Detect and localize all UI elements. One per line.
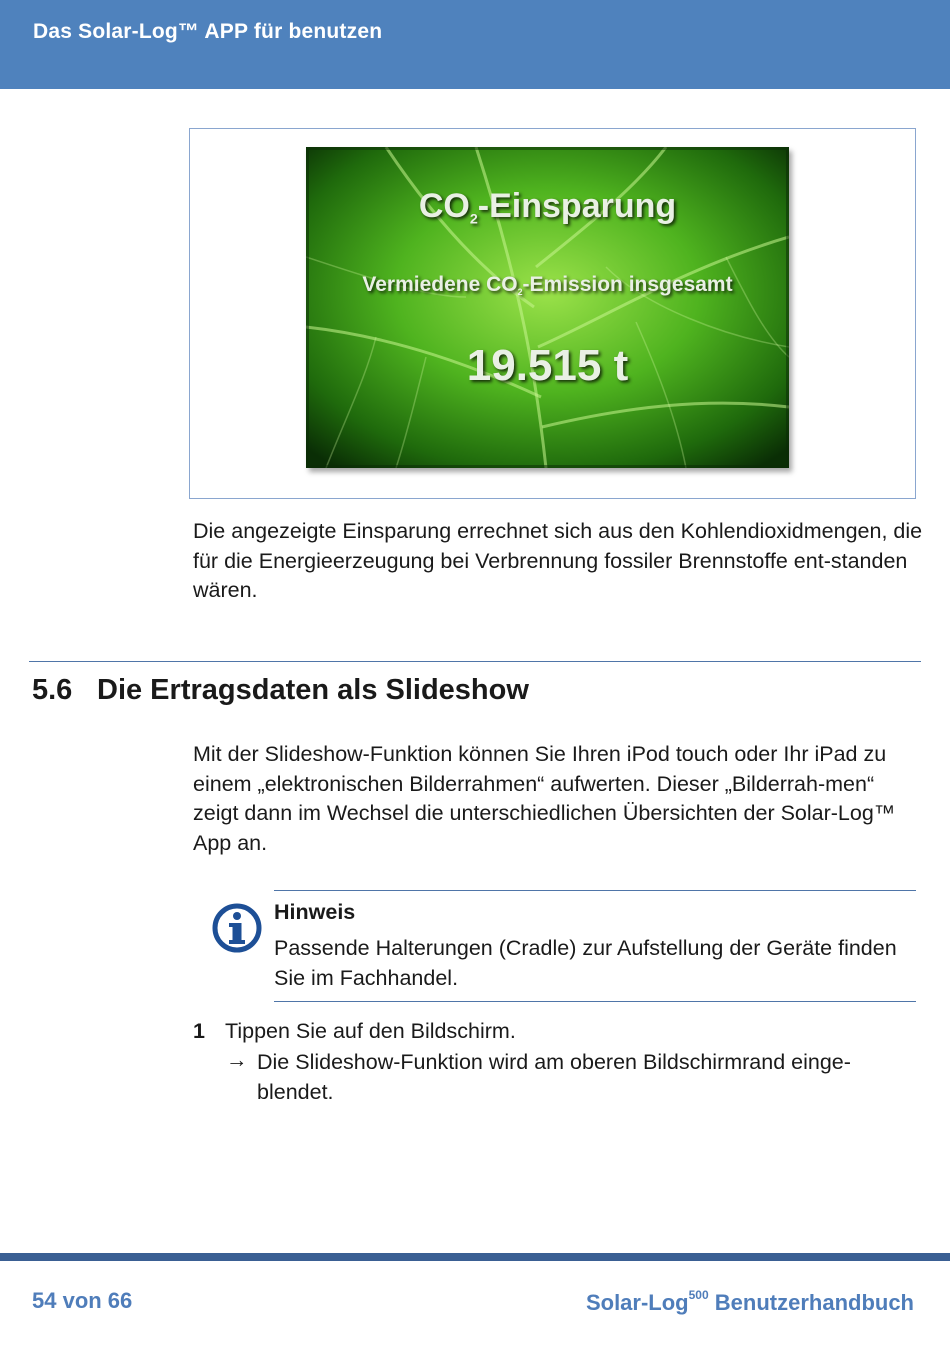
co2-savings-screenshot xyxy=(306,147,789,468)
info-icon xyxy=(212,903,262,958)
step-number: 1 xyxy=(193,1019,205,1043)
step-text: Tippen Sie auf den Bildschirm. xyxy=(225,1019,516,1043)
co2-title: $CO_2$-Einsparung xyxy=(418,187,677,228)
manual-title: Solar-Log$^{500}$ Benutzerhandbuch xyxy=(585,1288,914,1315)
figure-frame xyxy=(189,128,916,499)
step-result: Die Slideshow-Funktion wird am oberen Bildschirmrand einge-blendet. xyxy=(257,1050,851,1104)
page-header xyxy=(0,0,950,89)
paragraph-co2-explanation: Die angezeigte Einsparung errechnet sich aus den Kohlendioxidmengen, die für die Energieerzeugung bei Verbrennung fossiler Brennstoffe ent-standen wären. xyxy=(193,519,923,602)
note-bottom-rule xyxy=(274,1001,916,1002)
note-title: Hinweis xyxy=(274,900,356,924)
section-number: 5.6 xyxy=(32,674,73,706)
page-number: 54 von 66 xyxy=(32,1288,133,1313)
co2-subtitle: Vermiedene $CO_2$-Emission insgesamt xyxy=(362,273,733,297)
co2-value: 19.515 t xyxy=(466,341,629,390)
section-divider xyxy=(29,661,921,662)
result-arrow-icon: → xyxy=(226,1048,248,1072)
section-heading xyxy=(32,674,529,707)
note-text: Passende Halterungen (Cradle) zur Aufstellung der Geräte finden Sie im Fachhandel. xyxy=(274,936,897,990)
section-title: Die Ertragsdaten als Slideshow xyxy=(97,674,529,706)
paragraph-slideshow-intro: Mit der Slideshow-Funktion können Sie Ihren iPod touch oder Ihr iPad zu einem „elektronischen Bilderrahmen“ aufwerten. Dieser „Bilderrah-men“ zeigt dann im Wechsel die unterschiedlichen Übersichten der Solar-Log™ App an. xyxy=(193,742,896,855)
note-top-rule xyxy=(274,890,916,891)
footer-bar xyxy=(0,1253,950,1261)
header-title: Das Solar-Log™ APP für benutzen xyxy=(33,20,383,43)
